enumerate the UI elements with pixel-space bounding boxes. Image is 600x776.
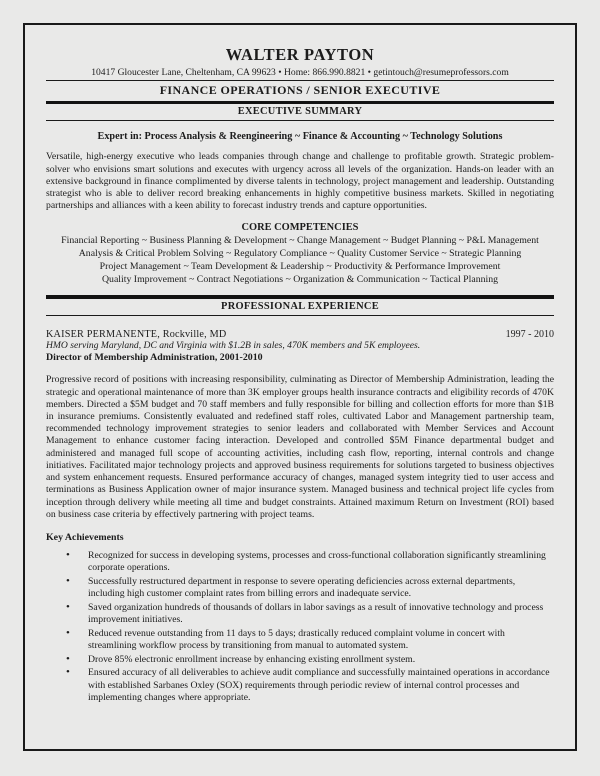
- job-title: Director of Membership Administration, 2001-2010: [46, 352, 263, 364]
- competency-line: Quality Improvement ~ Contract Negotiations ~ Organization & Communication ~ Tactical Planning: [101, 273, 499, 285]
- divider-thin: [46, 120, 554, 121]
- divider-thin: [46, 80, 554, 81]
- contact-line: 10417 Gloucester Lane, Cheltenham, CA 99623 • Home: 866.990.8821 • getintouch@resumeprofessors.com: [91, 67, 509, 78]
- divider-thin: [46, 315, 554, 316]
- key-achievements-heading: Key Achievements: [46, 531, 124, 543]
- competency-line: Analysis & Critical Problem Solving ~ Regulatory Compliance ~ Quality Customer Service ~ Strategic Planning: [78, 248, 522, 260]
- competencies-list: [46, 235, 554, 286]
- section-heading-professional-experience: PROFESSIONAL EXPERIENCE: [221, 300, 379, 312]
- employer-description: HMO serving Maryland, DC and Virginia with $1.2B in sales, 470K members and 5K employees.: [46, 340, 421, 352]
- employer-row: [46, 329, 554, 340]
- candidate-name: WALTER PAYTON: [225, 45, 375, 64]
- achievement-item: • Saved organization hundreds of thousands of dollars in labor savings as a result of innovative technology and process improvement initiatives.: [88, 602, 554, 626]
- achievement-item: • Reduced revenue outstanding from 11 days to 5 days; drastically reduced complaint volume in concert with streamlining workflow process by transitioning from manual to automated system.: [88, 628, 554, 652]
- achievement-item: • Recognized for success in developing systems, processes and cross-functional collaboration significantly streamlining corporate operations.: [88, 550, 554, 574]
- achievement-item: • Drove 85% electronic enrollment increase by enhancing existing enrollment system.: [88, 654, 554, 666]
- achievement-item: • Successfully restructured department in response to severe operating deficiencies across external departments, including high customer complaint rates from billing errors and inadequate service.: [88, 576, 554, 600]
- headline: FINANCE OPERATIONS / SENIOR EXECUTIVE: [159, 83, 441, 97]
- divider-thick: [46, 101, 554, 104]
- competency-line: Project Management ~ Team Development & Leadership ~ Productivity & Performance Improvement: [99, 260, 501, 272]
- achievement-item: • Ensured accuracy of all deliverables to achieve audit compliance and successfully maintained operations in accordance with established Sarbanes Oxley (SOX) requirements through periodic review of internal control processes and implementing changes where appropriate.: [88, 667, 554, 704]
- expert-in-line: Expert in: Process Analysis & Reengineering ~ Finance & Accounting ~ Technology Solutions: [97, 131, 503, 143]
- employment-dates: 1997 - 2010: [505, 328, 554, 340]
- key-achievements-list: [46, 550, 554, 704]
- experience-paragraph: Progressive record of positions with increasing responsibility, culminating as Director of Membership Administration, leading the strategic and operational maintenance of more than 3K employer groups health insurance contracts and eligibility records of 470K members. Directed a $5M budget and 70 staff members and fully responsible for billing and collection efforts for more than $1B in insurance premiums. Consistently evaluated and redefined staff roles, cultivated Labor and Management partnership team, recommended technology improvement strategies to senior leaders and collaborated with Member Services and Account Management to enhance customer facing interaction. Developed and controlled $5M Finance departmental budget and administered and managed full scope of accounting activities, including cash flow, reporting, internal controls and change initiatives. Facilitated major technology projects and approved business requirements for solutions targeted to business objectives and system enhancement requests. Ensured performance accuracy of changes, managed system integrity tied to user access and terminations as Business Application owner of major insurance system. Managed business and technical project life cycles from inception through delivery while meeting all time and budget constraints. Attained maximum Return on Investment (ROI) based on business case criteria by effectively partnering with project teams.: [46, 374, 554, 520]
- resume-sheet: [23, 23, 577, 751]
- employer-name: KAISER PERMANENTE, Rockville, MD: [46, 328, 227, 340]
- divider-thick: [46, 295, 554, 298]
- competency-line: Financial Reporting ~ Business Planning & Development ~ Change Management ~ Budget Planning ~ P&L Management: [61, 235, 539, 247]
- section-heading-executive-summary: EXECUTIVE SUMMARY: [237, 106, 363, 118]
- section-heading-core-competencies: CORE COMPETENCIES: [241, 222, 359, 234]
- summary-paragraph: Versatile, high-energy executive who leads companies through change and challenge to profitable growth. Strategic problem-solver who envisions smart solutions and executes with urgency across all levels of the organization. Hands-on leader with an extensive background in finance complimented by diverse talents in technology, project management and leadership. Outstanding strategist who is able to deliver record breaking enhancements in highly competitive business markets. Skilled in negotiating partnerships and alliances with a keen ability to forecast industry trends and capture opportunities.: [46, 151, 554, 212]
